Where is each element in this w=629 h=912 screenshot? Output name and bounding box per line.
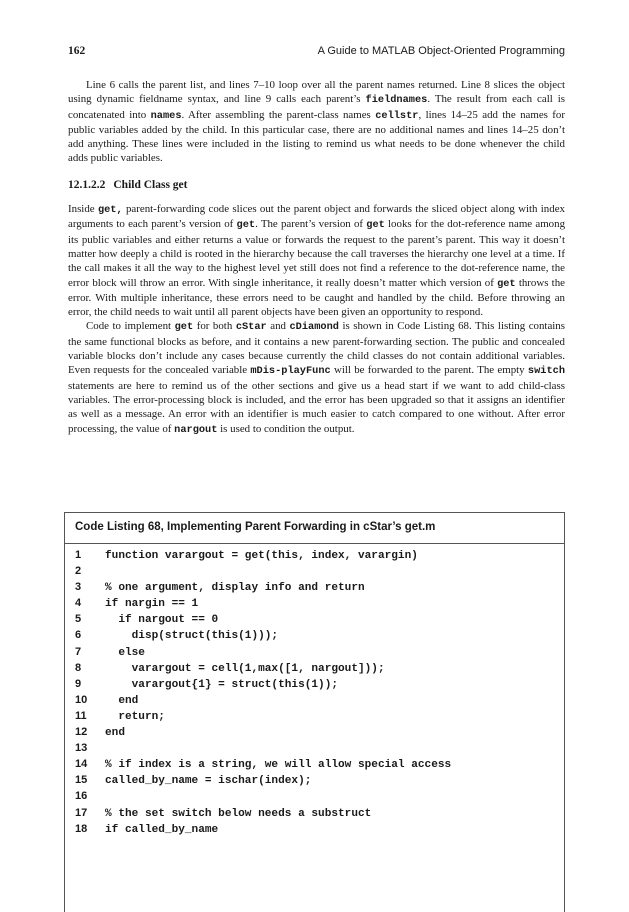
code-line	[75, 788, 451, 804]
line-code: disp(struct(this(1)));	[105, 630, 279, 643]
line-number: 14	[75, 758, 88, 771]
line-code: varargout = cell(1,max([1, nargout]));	[105, 662, 385, 675]
line-number: 16	[75, 790, 88, 803]
line-code: called_by_name = ischar(index);	[105, 775, 312, 788]
line-code: return;	[105, 710, 165, 723]
code-line	[75, 611, 451, 627]
line-number: 3	[75, 581, 82, 594]
section-heading	[68, 178, 565, 192]
line-number: 15	[75, 774, 88, 787]
line-number: 7	[75, 645, 82, 658]
line-code: end	[105, 727, 125, 740]
inline-code: switch	[527, 365, 565, 378]
code-line	[75, 772, 451, 788]
code-line	[75, 740, 451, 756]
inline-code: get,	[97, 204, 123, 217]
line-code: end	[105, 694, 139, 707]
inline-code: get	[174, 321, 194, 334]
code-line	[75, 805, 451, 821]
line-code: else	[105, 646, 145, 659]
line-number: 6	[75, 629, 82, 642]
line-number: 17	[75, 806, 88, 819]
line-number: 4	[75, 597, 82, 610]
section-number: 12.1.2.2	[68, 178, 106, 191]
page-number: 162	[68, 45, 86, 57]
line-number: 10	[75, 693, 88, 706]
line-number: 2	[75, 565, 82, 578]
line-number: 11	[75, 709, 87, 722]
code-line	[75, 627, 451, 643]
line-number: 8	[75, 661, 82, 674]
inline-code: cDiamond	[289, 321, 339, 334]
inline-code: cStar	[235, 321, 267, 334]
code-line	[75, 660, 451, 676]
inline-code: get	[366, 219, 385, 232]
paragraph-2: Inside get, parent-forwarding code slices out the parent object and forwards the sliced object along with index arguments to each parent’s version of get. The parent’s version of get looks for the dot-reference name among its public variables and either returns a value or forwards the request to the parent’s parent. This way it doesn’t matter how deeply a child is rooted in the hierarchy because the call traverses the hierarchy one level at a time. If the call makes it all the way to the highest level yet still does not find a reference to the dot-reference name, the error block will throw an error. With single inheritance, it really doesn’t matter which version of get throws the error. With multiple inheritance, these errors need to be caught and handled by the child. Before throwing an error, the child needs to wait until all parent objects have been given an opportunity to respond.	[68, 203, 566, 319]
code-listing-title: Code Listing 68, Implementing Parent Forwarding in cStar’s get.m	[75, 521, 436, 533]
code-line	[75, 595, 451, 611]
line-code: % the set switch below needs a substruct	[105, 807, 372, 820]
line-number: 13	[75, 742, 88, 755]
code-line	[75, 724, 451, 740]
line-code: function varargout = get(this, index, varargin)	[105, 550, 418, 562]
code-lines	[75, 547, 451, 837]
body-text	[68, 78, 565, 437]
code-line	[75, 644, 451, 660]
line-code: varargout{1} = struct(this(1));	[105, 678, 339, 691]
line-number: 5	[75, 613, 82, 626]
code-line	[75, 756, 451, 772]
code-line	[75, 821, 451, 837]
code-line	[75, 579, 451, 595]
inline-code: names	[150, 109, 182, 122]
code-line	[75, 692, 451, 708]
inline-code: nargout	[174, 423, 218, 436]
line-number: 9	[75, 677, 82, 690]
inline-code: mDis-playFunc	[250, 365, 331, 378]
code-line	[75, 708, 451, 724]
code-listing	[64, 512, 565, 912]
code-line	[75, 563, 451, 579]
line-code: if nargout == 0	[105, 614, 219, 627]
line-number: 18	[75, 822, 88, 835]
code-line	[75, 676, 451, 692]
line-number: 12	[75, 726, 88, 739]
inline-code: cellstr	[375, 109, 419, 122]
code-line	[75, 547, 451, 563]
paragraph-3: Code to implement get for both cStar and cDiamond is shown in Code Listing 68. This listing contains the same functional blocks as before, and it contains a new parent-forwarding section. The public and concealed variable blocks don’t include any cases because currently the child classes do not contain additional variables. Even requests for the concealed variable mDis-playFunc will be forwarded to the parent. The empty switch statements are here to remind us of the other sections and give us a head start if we want to add child-class variables. The error-processing block is included, and the error has been upgraded so that it assigns an identifier as well as a message. An error with an identifier is much easier to catch compared to one without. After error processing, the value of nargout is used to condition the output.	[68, 320, 565, 436]
line-code: if called_by_name	[105, 823, 219, 836]
line-number: 1	[75, 549, 82, 561]
line-code: if nargin == 1	[105, 598, 199, 611]
page-header	[68, 45, 565, 61]
inline-code: get	[236, 219, 256, 232]
line-code: % if index is a string, we will allow special access	[105, 759, 452, 772]
line-code: % one argument, display info and return	[105, 582, 365, 595]
paragraph-1: Line 6 calls the parent list, and lines 7–10 loop over all the parent names returned. Line 8 slices the object using dynamic fieldname syntax, and line 9 calls each parent’s fieldnames. The result from each call is concatenated into names. After assembling the parent-class names cellstr, lines 14–25 add the names for public variables added by the child. In this particular case, there are no additional names and lines 14–25 don’t add anything. These lines were included in the listing to remind us what needs to be done whenever the child adds public variables.	[68, 79, 566, 165]
inline-code: get	[497, 277, 516, 290]
code-listing-divider	[65, 543, 564, 544]
inline-code: fieldnames	[365, 94, 428, 107]
running-title: A Guide to MATLAB Object-Oriented Programming	[317, 45, 565, 57]
section-title: Child Class get	[113, 178, 188, 191]
